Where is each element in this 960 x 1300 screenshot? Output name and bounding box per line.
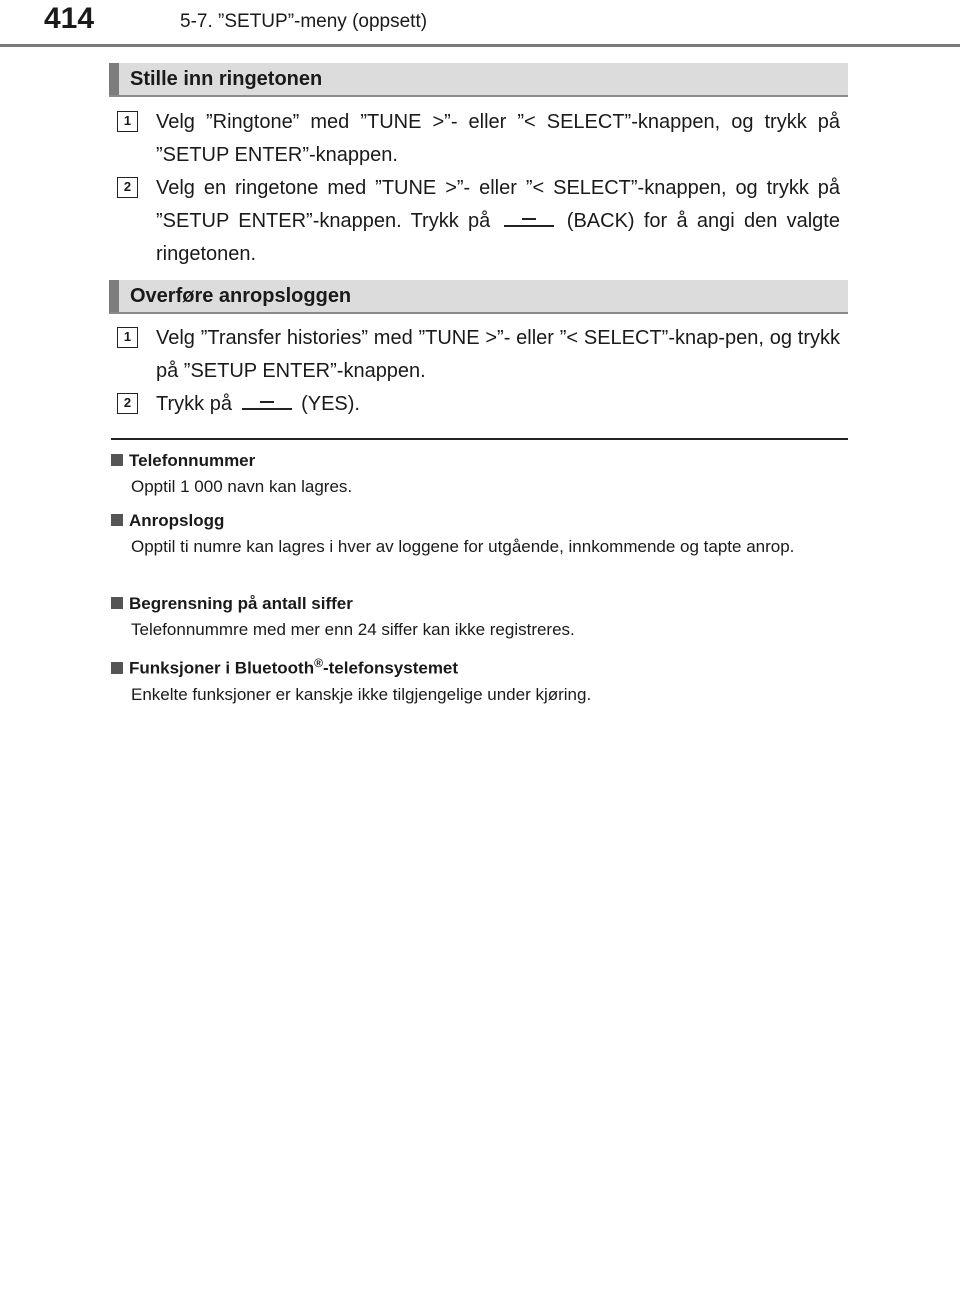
step-number-2: 2 xyxy=(117,177,138,198)
chapter-title: 5-7. ”SETUP”-meny (oppsett) xyxy=(180,11,428,32)
step-text: Velg ”Transfer histories” med ”TUNE >”- eller ”< SELECT”-knap-pen, og trykk på ”SETUP ENTER”-knappen. xyxy=(156,327,840,382)
note-phone-numbers xyxy=(111,450,842,498)
note-digit-limit xyxy=(111,593,842,641)
header-rule xyxy=(0,44,960,47)
step-number-2: 2 xyxy=(117,393,138,414)
step-text xyxy=(156,172,840,271)
note-title: Anropslogg xyxy=(129,511,225,530)
step-text xyxy=(156,388,840,421)
square-bullet-icon xyxy=(111,514,123,526)
page-number: 414 xyxy=(44,2,95,35)
section-marker xyxy=(109,280,119,312)
square-bullet-icon xyxy=(111,454,123,466)
step-number-1: 1 xyxy=(117,111,138,132)
note-call-log xyxy=(111,510,842,558)
section-heading-call-log xyxy=(109,280,848,314)
note-title: Funksjoner i Bluetooth xyxy=(129,658,315,678)
step-text-after: (YES). xyxy=(301,393,360,415)
note-title: Begrensning på antall siffer xyxy=(129,594,353,613)
note-body: Opptil 1 000 navn kan lagres. xyxy=(131,477,353,496)
note-title-rest: -telefonsystemet xyxy=(322,658,459,678)
note-title: Telefonnummer xyxy=(129,451,256,470)
note-body: Opptil ti numre kan lagres i hver av loggene for utgående, innkommende og tapte anrop. xyxy=(131,537,795,556)
step-text: Velg ”Ringtone” med ”TUNE >”- eller ”< SELECT”-knappen, og trykk på ”SETUP ENTER”-knappen. xyxy=(156,111,840,166)
step-number-1: 1 xyxy=(117,327,138,348)
section-heading-ringtone xyxy=(109,63,848,97)
yes-button-icon xyxy=(242,397,292,410)
square-bullet-icon xyxy=(111,662,123,674)
registered-mark: ® xyxy=(314,656,323,670)
section-marker xyxy=(109,63,119,95)
page-header xyxy=(0,0,960,48)
note-body: Enkelte funksjoner er kanskje ikke tilgjengelige under kjøring. xyxy=(131,684,592,704)
step-text-after: (BACK) for å angi den valgte ringetonen. xyxy=(156,210,840,265)
square-bullet-icon xyxy=(111,597,123,609)
step-text-before: Trykk på xyxy=(156,393,232,415)
note-bluetooth-functions xyxy=(111,652,842,706)
section-title: Overføre anropsloggen xyxy=(130,285,352,307)
section-divider xyxy=(111,438,848,440)
step-text-before: Velg en ringetone med ”TUNE >”- eller ”< SELECT”-knappen, og trykk på ”SETUP ENTER”-knappen. Trykk på xyxy=(156,177,840,232)
back-button-icon xyxy=(504,214,554,227)
section-title: Stille inn ringetonen xyxy=(130,68,323,90)
note-body: Telefonnummre med mer enn 24 siffer kan ikke registreres. xyxy=(131,620,575,639)
